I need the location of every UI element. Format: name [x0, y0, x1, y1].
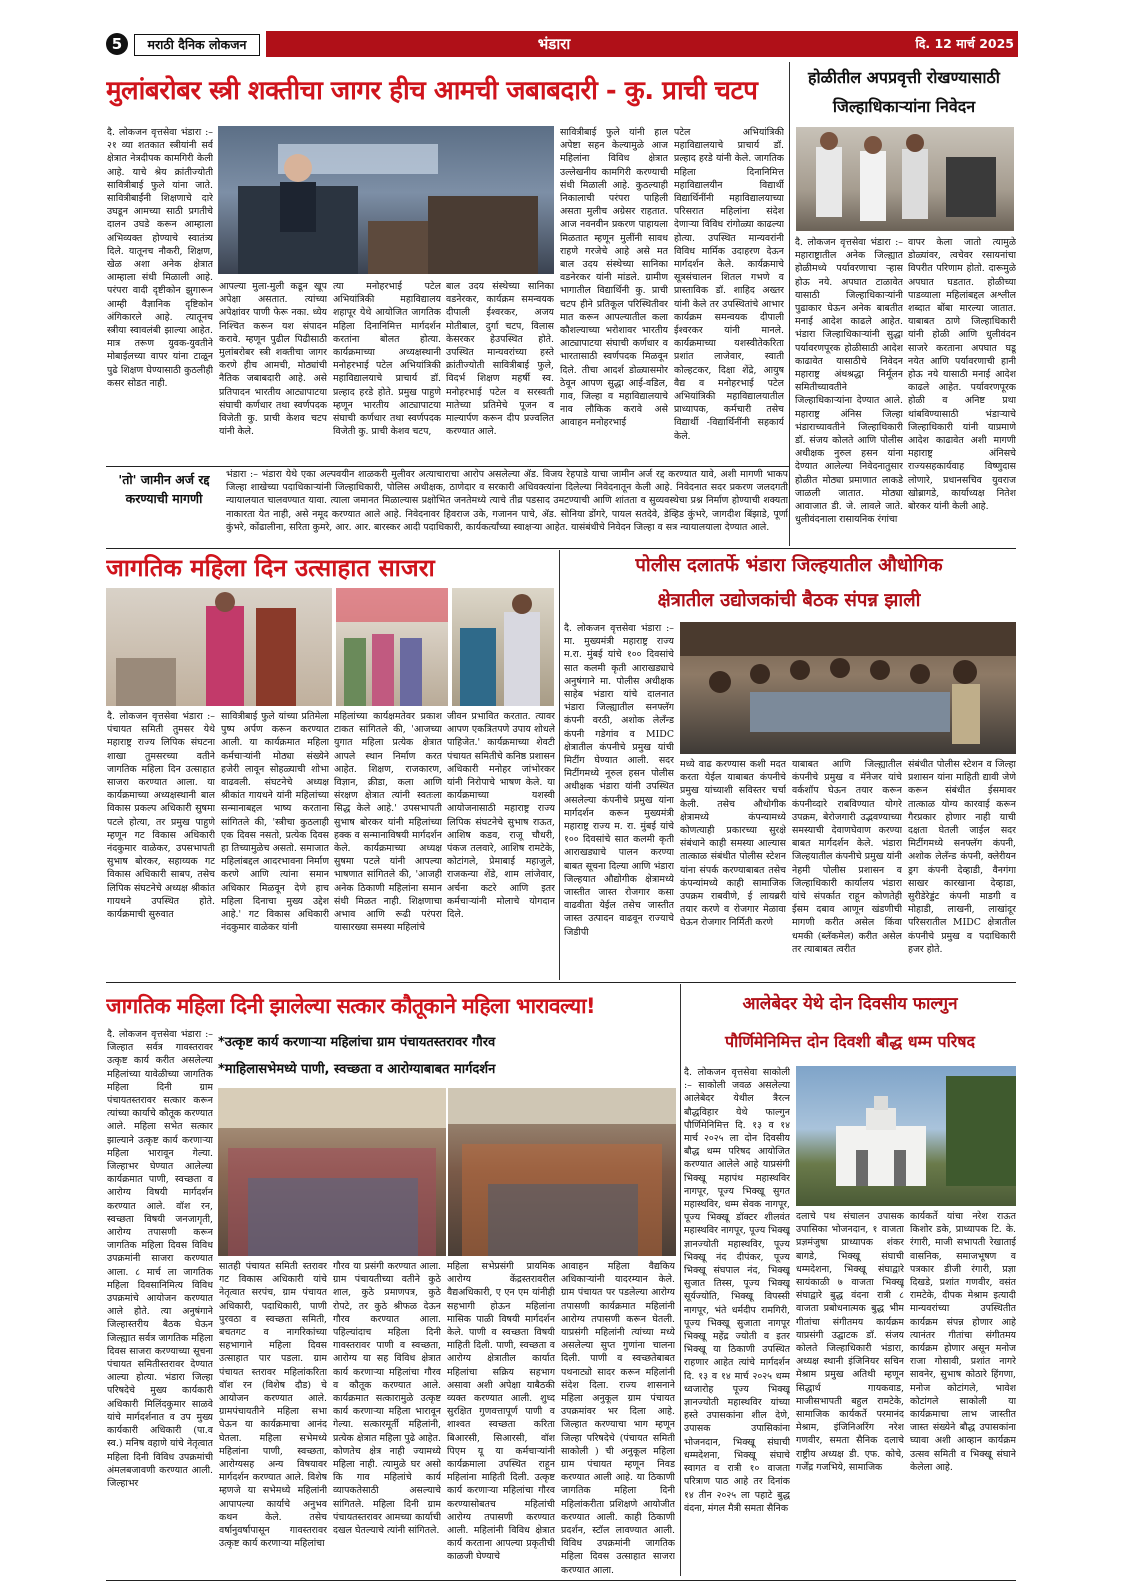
story6-headline: जागतिक महिला दिनी झालेल्या सत्कार कौतूकाने महिला भारावल्या!: [106, 994, 595, 1018]
story5-col2: मध्ये वाढ करण्यास कशी मदत करता येईल याबाबत कंपनीचे प्रमुख यांच्याशी सविस्तर चर्चा केली. तसेच औधोगीक क्षेत्रामध्ये कंपन्यामध्ये कोणत्याही प्रकारच्या सुरक्षे संबंधाने काही समस्या आल्यास तात्काळ संबंधीत पोलीस स्टेशन यांना संपर्क करण्याबाबत तसेच कंपन्यांमध्ये काही सामाजिक उपक्रम राबवीणे, ई लायब्ररी तयार करणे व रोजगार मेळावा घेऊन रोजगार निर्मिती करणे: [680, 759, 786, 929]
story2-photo-art: [796, 127, 1014, 231]
story6-col1: दै. लोकजन वृत्तसेवा भंडारा :– जिल्हात सर्वत्र गावस्तरावर उत्कृष्ट कार्य करीत असलेल्या महिलांच्या यावेळीच्या जागतिक महिला दिनी ग्राम पंचायतस्तरावर सत्कार करून त्यांच्या कार्याचे कौतूक करण्यात आले. महिला सभेत सत्कार झाल्याने उत्कृष्ट कार्य करणाऱ्या महिला भारावून गेल्या. जिल्हाभर घेण्यात आलेल्या कार्यक्रमात पाणी, स्वच्छता व आरोग्य विषयी मार्गदर्शन करण्यात आले. वॉश रन, स्वच्छता विषयी जनजागृती, आरोग्य तपासणी करून जागतिक महिला दिवस विविध उपक्रमांनी साजरा करण्यात आला. ८ मार्च ला जागतिक महिला दिवसानिमित्य विविध उपक्रमांचे आयोजन करण्यात आले होते. त्या अनुषंगाने जिल्हास्तरीय बैठक घेऊन जिल्ह्यात सर्वत्र जागतिक महिला दिवस साजरा करण्याच्या सूचना पंचायत समितीस्तरावर देण्यात आल्या होत्या. भंडारा जिल्हा परिषदेचे मुख्य कार्यकारी अधिकारी मिलिंदकुमार साळवे यांचे मार्गदर्शनात व उप मुख्य कार्यकारी अधिकारी (पा.व स्व.) मनिष वहाणे यांचे नेतृत्वात महिला दिनी विविध उपक्रमांची अंमलबजावणी करण्यात आली. जिल्हाभर: [107, 1029, 213, 1489]
story1-headline: मुलांबरोबर स्त्री शक्तीचा जागर हीच आमची जबाबदारी - कु. प्राची चटप: [106, 76, 758, 106]
issue-date: दि. 12 मार्च 2025: [915, 36, 1014, 51]
story4-photo-2-art: [336, 588, 448, 706]
story4-col1: दै. लोकजन वृत्तसेवा भंडारा :– पंचायत समिती तुमसर येथे महाराष्ट्र राज्य लिपिक संघटना शाखा तुमसरच्या वतीने जागतिक महिला दिन उत्साहात साजरा करण्यात आला. या कार्यक्रमाच्या अध्यक्षस्थानी बाल विकास प्रकल्प अधिकारी सुषमा पटले होत्या, तर प्रमुख पाहुणे म्हणून गट विकास अधिकारी नंदकुमार वाळेकर, उपसभापती सुभाष बोरकर, सहाय्यक गट विकास अधिकारी साबप, तसेच लिपिक संघटनेचे अध्यक्ष श्रीकांत गायधने उपस्थित होते. कार्यक्रमाची सुरुवात: [107, 711, 215, 921]
column-divider: [789, 62, 790, 546]
page-number: 5: [106, 33, 128, 55]
section-rule: [106, 982, 1016, 983]
story4-photo-2: [336, 588, 448, 706]
story5-headline-line1: पोलीस दलातर्फे भंडारा जिल्हयातील औधोगिक: [635, 555, 943, 576]
story2-col1: दै. लोकजन वृत्तसेवा भंडारा :– महाराष्ट्रातील अनेक जिल्ह्यात होळीमध्ये पर्यावरणाचा ऱ्हास होऊ नये. अपघात टाळावेत यासाठी जिल्हाधिकाऱ्यांनी पुढाकार घेऊन अनेक बाबतीत मनाई आदेश काढले आहेत. भंडारा जिल्हाधिकाऱ्यांनी सुद्धा पर्यावरणपूरक होळीसाठी आदेश काढावेत यासाठीचे निवेदन महाराष्ट्र अंधश्रद्धा निर्मूलन समितीच्यावतीने जिल्हाधिकाऱ्यांना देण्यात आले. महाराष्ट्र अंनिस जिल्हा भंडाराच्यावतीने जिल्हाधिकारी डॉ. संजय कोलते आणि पोलीस अधीक्षक नुरुल हसन यांना देण्यात आलेल्या निवेदनातुसार होळीत मोठ्या प्रमाणात लाकडे जाळली जातात. मोठ्या आवाजात डी. जे. लावले जाते. धुलीवंदनाला रासायनिक रंगांचा: [795, 237, 903, 526]
story6-col4: महिला सभेप्रसंगी प्रायमिक आरोग्य केंद्रस्तरावरील वैद्यअधिकारी, ए एन एम यांनीही सहभागी होऊन महिलांना मासिक पाळी विषयी मार्गदर्शन केले. पाणी व स्वच्छता विषयी माहिती दिली. पाणी, स्वच्छता व आरोग्य क्षेत्रातील कार्यात महिलांचा सक्रिय सहभाग असावा अशी अपेक्षा याबैठकी व्यक्त करण्यात आली. शुध्द सुरक्षित गुणवत्तापूर्ण पाणी व शाश्वत स्वच्छता करिता बिआरसी, सिआरसी, वॉश पिएम यू या कर्मचाऱ्यांनी कार्यक्रमाला उपस्थित राहून महिलांना माहिती दिली. उत्कृष्ट कार्य करणाऱ्या महिलांचा गौरव करण्यासोबतच महिलांची आरोग्य तपासणी करण्यात आली. महिलांनी विविध क्षेत्रात कार्य करताना आपल्या प्रकृतीची काळजी घेण्याचे: [447, 1261, 555, 1563]
column-divider: [680, 984, 681, 1576]
story1-col3: त्या मनोहरभाई पटेल अभियांत्रिकी महाविद्यालय शहापूर येथे आयोजित जागतिक महिला दिनानिमित्त मार्गदर्शन करतांना बोलत होत्या. कार्यक्रमाच्या अध्यक्षस्थानी मनोहरभाई पटेल अभियांत्रिकी महाविद्यालयाचे प्राचार्य डॉ. प्रल्हाद हरडे होते. प्रमुख पाहुणे म्हणून भारतीय आट्यापाटया संघाची कर्णधार तथा स्वर्णपदक विजेती कु. प्राची केशव चटप,: [333, 281, 441, 438]
story5-col3: याबाबत आणि जिल्ह्यातील कंपनीचे प्रमुख व मॅनेजर यांचे वर्कशॉप घेऊन तयार करून कंपनीव्दारे राबविण्यात योगरे उपक्रम, बेरोजगारी उद्भवण्याच्या समस्याची देवाणघेवाण करण्या बाबत मार्गदर्शन केले. भंडारा जिल्हयातील कंपनीचे प्रमुख यांनी नेहमी पोलीस प्रशासन व जिल्हाधिकारी कार्यालय भंडारा यांचे संपर्कात राहून कोणतेही ईसम दबाव आणून खंडणीची मागणी करीत असेल किंवा धमकी (ब्लॅकमेल) करीत असेल तर त्याबाबत त्वरीत: [792, 759, 902, 955]
story1-photo: [218, 126, 554, 274]
story6-col5: आवाहन महिला वैद्यकिय अधिकाऱ्यांनी यादरम्यान केले. ग्राम पंचायत पर पडलेल्या आरोग्य तपासणी कार्यक्रमात महिलांनी आरोग्य तपासणी करून घेतली. याप्रसंगी महिलांनी त्यांच्या मध्ये असलेल्या सुप्त गुणांना चालना दिली. पाणी व स्वच्छतेबाबत पथनाट्यो सादर करून महिलांनी संदेश दिला. राज्य शासनाने महिला अनुकूल ग्राम पंचायत उपक्रमांवर भर दिला आहे. जिल्हात करण्याचा भाग म्हणून जिल्हा परिषदेचे (पंचायत समिती साकोली ) ची अनुकूल महिला ग्राम पंचायत म्हणून निवड करण्यात आली आहे. या ठिकाणी जागतिक महिला दिनी महिलांकरीता प्रशिक्षणे आयोजीत करण्यात आली. काही ठिकाणी प्रदर्शन, स्टॉल लावण्यात आली. विविध उपक्रमांनी जागतिक महिला दिवस उत्साहात साजरा करण्यात आला.: [561, 1261, 675, 1576]
story6-col3: गौरव या प्रसंगी करण्यात आला. ग्राम पंचायतीच्या वतीने कुठे शाल, कुठे प्रमाणपत्र, कुठे रोपटे, तर कुठे श्रीफळ देऊन गौरव करण्यात आला. पहिल्यांदाच महिला दिनी गावस्तरावर पाणी व स्वच्छता, आरोग्य या सह विविध क्षेत्रात कार्य करणाऱ्या महिलांचा गौरव व कौतूक करण्यात आले. कार्यक्रमात सत्कारामुळे उत्कृष्ट कार्य करणाऱ्या महिला भारावून गेल्या. सत्कारमूर्ती महिलांनी, प्रत्येक क्षेत्रात महिला पुढे आहेत. कोणतेच क्षेत्र नाही ज्यामध्ये महिला नाही. त्यामुळे घर असो कि गाव महिलांचे कार्य व्यापकतेसाठी असल्याचे सांगितले. महिला दिनी ग्राम पंचायतस्तरावर आमच्या कार्याची दखल घेतल्याचे त्यांनी सांगितले.: [333, 1261, 441, 1537]
story5-col1: दै. लोकजन वृत्तसेवा भंडारा :– मा. मुख्यमंत्री महाराष्ट्र राज्य म.रा. मुंबई यांचे १०० दिवसांचे सात कलमी कृती आराखड्याचे अनुषंगाने मा. पोलीस अधीक्षक साहेब भंडारा यांचे दालनात भंडारा जिल्ह्यातील सनफ्लॅग कंपनी वरठी, अशोक लेलँन्ड कंपनी गडेगांव व MIDC क्षेत्रातील कंपनीचे प्रमुख यांची मिटींग घेण्यात आली. सदर मिटींगमध्ये नूरुल हसन पोलीस अधीक्षक भंडारा यांनी उपस्थित असलेल्या कंपनीचे प्रमुख यांना मार्गदर्शन करून मुख्यमंत्री महाराष्ट्र राज्य म. रा. मुंबई यांचे १०० दिवसांचे सात कलमी कृती आराखड्याचे पालन करण्या बाबत सूचना दिल्या आणि भंडारा जिल्हयात औद्योगीक क्षेत्रामध्ये जास्तीत जास्त रोजगार कसा वाढवीता येईल तसेच जास्तीत जास्त उत्पादन वाढवून राज्याचे जिडीपी: [564, 623, 674, 938]
story4-headline: जागतिक महिला दिन उत्साहात साजरा: [106, 554, 435, 582]
story3-headline: 'तो' जामीन अर्ज रद्द करण्याची मागणी: [118, 472, 210, 506]
story4-photo-3: [452, 588, 554, 706]
story7-photo-art: [796, 1066, 1016, 1206]
story5-photo-art: [680, 622, 1016, 754]
story1-col2: आपल्या मुला-मुली कडून खूप अपेक्षा असतात. त्यांच्या अपेक्षांवर पाणी फेरू नका. ध्येय निश्चित करून यश संपादन करावे. म्हणून पुढील पिढीसाठी मुलांबरोबर स्त्री शक्तीचा जागर करणे हीच आमची, मोठ्यांची नैतिक जबाबदारी आहे. असे प्रतिपादन भारतीय आट्यापाटया संघाची कर्णधार तथा स्वर्णपदक विजेती कु. प्राची केशव चटप यांनी केले.: [219, 281, 327, 438]
masthead: [104, 31, 1018, 59]
section-rule: [106, 548, 1016, 549]
story1-col6: पटेल अभियांत्रिकी महाविद्यालयाचे प्राचार्य डॉ. प्रल्हाद हरडे यांनी केले. जागतिक महिला दिनानिमित्त महाविद्यालयीन विद्यार्थी विद्यार्थिनींनी महाविद्यालयाच्या परिसरात महिलांना संदेश देणाऱ्या विविध रांगोळ्या काढल्या होत्या. उपस्थित मान्यवरांनी विविध मार्मिक उदाहरण देऊन मार्गदर्शन केले. कार्यक्रमाचे सूत्रसंचालन शितल गभणे व प्रास्ताविक डॉ. शाहिद अख्तर यांनी केले तर उपस्थितांचे आभार कार्यक्रम समन्वयक दीपाली ईश्वरकर यांनी मानले. कार्यक्रमाच्या यशस्वीतेकरिता प्रशांत लाजेवार, स्वाती कोल्हटकर, दिक्षा शेंद्रे, आयुष वैद्य व मनोहरभाई पटेल अभियांत्रिकी महाविद्यालयातील प्राध्यापक, कर्मचारी तसेच विद्यार्थी -विद्यार्थिनींनी सहकार्य केले.: [674, 127, 784, 442]
story6-sub1: *उत्कृष्ट कार्य करणाऱ्या महिलांचा ग्राम पंचायतस्तरावर गौरव: [218, 1035, 496, 1050]
section-rule: [106, 466, 789, 467]
story7-headline-line2: पौर्णिमेनिमित्त दोन दिवशी बौद्ध धम्म परिषद: [724, 1032, 975, 1051]
story4-col3: महिलांच्या कार्यक्षमतेवर प्रकाश टाकत सांगितले की, 'आजच्या युगात महिला प्रत्येक क्षेत्रात आपले स्थान निर्माण करत आहेत. शिक्षण, राजकारण, विज्ञान, क्रीडा, कला आणि संरक्षण क्षेत्रात त्यांनी स्वतःला सिद्ध केले आहे.' उपसभापती सुभाष बोरकर यांनी महिलांच्या हक्क व सन्मानाविषयी मार्गदर्शन केले. कार्यक्रमाच्या अध्यक्ष सुषमा पटले यांनी आपल्या भाषणात सांगितले की, 'आजही अनेक ठिकाणी महिलांना समान संधी मिळत नाही. शिक्षणाचा अभाव आणि रूढी परंपरा यासारख्या समस्या महिलांचे: [334, 711, 442, 934]
story5-col4: संबंधीत पोलीस स्टेशन व जिल्हा प्रशासन यांना माहिती द्यावी जेणे करून संबंधीत ईसमावर तात्काळ योग्य कारवाई करून गैरप्रकार होणार नाही याची दक्षता घेतली जाईल सदर मिटींगमध्ये सनफ्लॅग कंपनी, अशोक लेलँन्ड कंपनी, क्लेरीयन ड्रग कंपनी देव्हाडी, वैनगंगा साखर कारखाना देव्हाडा, सुरीडेरेड्डंट कंपनी माडगी व मोहाडी, लाखनी, लाखांदूर परिसरातील MIDC क्षेत्रातील कंपनीचे प्रमुख व पदाधिकारी हजर होते.: [908, 759, 1016, 955]
column-divider: [559, 550, 560, 980]
story1-col1: दै. लोकजन वृत्तसेवा भंडारा :– २१ व्या शतकात स्त्रीयांनी सर्व क्षेत्रात नेत्रदीपक कामगिरी केली आहे. याचे श्रेय क्रांतीज्योती सावित्रीबाई फुले यांना जाते. सावित्रीबाईंनी शिक्षणाचे दारे उघडून आमच्या साठी प्रगतीचे दालन उघडे करून आम्हाला अभिव्यक्त होण्याचे स्वातंत्र्य दिले. यातूनच नौकरी, शिक्षण, खेळ अशा अनेक क्षेत्रात आम्हाला संधी मिळाली आहे. परंपरा वादी दृष्टीकोन झुगारून आम्ही वैज्ञानिक दृष्टिकोन अंगिकारले आहे. त्यातूनच स्त्रीया स्वावलंबी झाल्या आहेत. मात्र तरूण युवक-युवतीने मोबाईलच्या वापर यांना टाळून पुढे शिक्षण घेण्यासाठी कुठलीही कसर सोडत नाही.: [107, 127, 213, 389]
story7-col3: कार्यकर्ते यांचा नरेश राऊत किशोर डके, प्राध्यापक टि. के. रंगारी, माजी सभापती रेखाताई वासनिक, समाजभूषण व पत्रकार डीजी रंगारी, प्रज्ञा दिखडे, प्रशांत गणवीर, वसंत रामटेके, दीपक मेश्राम इत्यादी मान्यवरांच्या उपस्थितीत कार्यक्रम संपन्न होणार आहे त्यानंतर गीतांचा संगीतमय कार्यक्रम होणार असून मनोज राजा गोसावी, प्रशांत नागरे सावनेर, सुभाष कोठारे हिंगणा, मनोज कोटांगले, भावेश कोटांगले साकोली या कार्यक्रमाचा लाभ जास्तीत जास्त संख्येने बौद्ध उपासकांना घ्यावा अशी आव्हान कार्यक्रम उत्सव समिती व भिक्खू संघाने केलेला आहे.: [910, 1211, 1016, 1473]
story2-photo: [796, 127, 1014, 231]
story7-col2: दलाचे पथ संचालन उपासक उपासिका भोजनदान, १ वाजता प्रज्ञमंजुषा प्राध्यापक शंकर बागडे, भिक्खू संघाची धम्मदेशना, भिक्खू संघाद्वारे सायंकाळी ७ वाजता भिक्खू संघाद्वारे बुद्ध वंदना रात्री ८ वाजता प्रबोधनात्मक बुद्ध भीम गीतांचा संगीतमय कार्यक्रम याप्रसंगी उद्घाटक डॉ. संजय कोलते जिल्हाधिकारी भंडारा, अध्यक्ष स्थानी इंजिनियर सचिन मेश्राम प्रमुख अतिथी म्हणून सिद्धार्थ गायकवाड, माजीसभापती बहुल रामटेके, सामाजिक कार्यकर्ते परमानंद मेश्राम, इंजिनिअरिंग नरेश गणवीर, समता सैनिक दलाचे राष्ट्रीय अध्यक्ष डी. एफ. कोचे, गर्जेंद्र गजभिये, सामाजिक: [796, 1211, 904, 1473]
story2-headline-line2: जिल्हाधिकाऱ्यांना निवेदन: [832, 97, 976, 116]
story4-photo-1: [106, 588, 332, 706]
section-title: भंडारा: [537, 35, 571, 53]
story5-headline-line2: क्षेत्रातील उद्योजकांची बैठक संपन्न झाली: [657, 590, 921, 611]
story6-photo-1: [218, 1088, 446, 1256]
story6-photo-2-art: [448, 1088, 676, 1256]
story2-col2: वापर केला जातो त्यामुळे डोळ्यांवर, त्वचेवर रसायनांचा विपरीत परिणाम होतो. दारूमुळे अपघात घडतात. होळीच्या पाडव्याला महिलांबद्दल अश्लील शब्दात बोंबा मारल्या जातात. याबाबत ठाणे जिल्हाधिकारी यांनी होळी आणि धुलीवंदन साजरे करताना अपघात घडू नयेत आणि पर्यावरणाची हानी होऊ नये यासाठी मनाई आदेश काढले आहेत. पर्यावरणपूरक होळी व अनिष्ट प्रथा थांबविण्यासाठी भंडाऱ्याचे जिल्हाधिकारी यांनी याप्रमाणे आदेश काढावेत अशी मागणी महाराष्ट्र अंनिसचे राज्यसहकार्यवाह विष्णुदास लोणारे, प्रधानसचिव युवराज खोब्रागडे, कार्याध्यक्ष नितेश बोरकर यांनी केली आहे.: [908, 237, 1016, 513]
story1-col4: बाल उदय संस्थेच्या सानिका वडनेरकर, कार्यक्रम समन्वयक दीपाली ईश्वरकर, अजय मोतीबाल, दुर्गा चटप, विलास केसरकर हेउपस्थित होते. उपस्थित मान्यवरांच्या हस्ते क्रांतीज्योती सावित्रीबाई फुले, विदर्भ शिक्षण महर्षी स्व. मनोहरभाई पटेल व सरस्वती मातेच्या प्रतिमेचे पूजन व माल्यार्पण करून दीप प्रज्वलित करण्यात आले.: [446, 281, 554, 438]
story4-photo-1-art: [106, 588, 332, 706]
story5-photo: [680, 622, 1016, 754]
story7-col1: दै. लोकजन वृत्तसेवा साकोली :– साकोली जवळ असलेल्या आलेबेदर येथील त्रैरत्न बौद्धविहार येथे फाल्गुन पौर्णिमेनिमित्त दि. १३ व १४ मार्च २०२५ ला दोन दिवसीय बौद्ध धम्म परिषद आयोजित करण्यात आलेले आहे याप्रसंगी भिक्खू महापंथ महास्थविर नागपूर, पूज्य भिक्खू सुगत महास्थविर, धम्म सेवक नागपूर, पूज्य भिक्खू डॉक्टर शीलवंत महास्थविर नागपूर, पूज्य भिक्खू ज्ञानज्योती महास्थविर, पूज्य भिक्खू नंद दीपंकर, पूज्य भिक्खू संघपाल नंद, भिक्खू सुजात तिस्स, पूज्य भिक्खू सूर्यज्योति, भिक्खू विपस्सी नागपूर, भंते धर्मदीप रामगिरी, पूज्य भिक्खू सुजाता नागपूर भिक्खू महेंद्र ज्योती व इतर भिक्खू या ठिकाणी उपस्थित राहणार आहेत त्यांचे मार्गदर्शन दि. १३ व १४ मार्च २०२५ धम्म ध्वजारोह पूज्य भिक्खू ज्ञानज्योती महास्थविर यांच्या हस्ते उपासकांना शील देणे, उपासक उपासिकांना भोजनदान, भिक्खू संघाची धम्मदेशना, भिक्खू संघाचे स्वागत व रात्री १० वाजता परित्राण पाठ आहे तर दिनांक १४ तीन २०२५ ला पहाटे बुद्ध वंदना, मंगल मैत्री समता सैनिक: [684, 1067, 790, 1514]
story6-sub2: *माहिलासभेमध्ये पाणी, स्वच्छता व आरोग्याबाबत मार्गदर्शन: [218, 1062, 496, 1077]
story4-col2: सावित्रीबाई फुले यांच्या प्रतिमेला पुष्प अर्पण करून करण्यात आली. या कार्यक्रमात महिला कर्मचाऱ्यांनी मोठ्या संख्येने हजेरी लावून सोहळ्याची शोभा वाढवली. संघटनेचे अध्यक्ष श्रीकांत गायधने यांनी महिलांच्या सन्मानाबद्दल भाष्य करताना सांगितले की, 'स्त्रीचा कुठलाही एक दिवस नसतो, प्रत्येक दिवस हा तिच्यामुळेच असतो. समाजात महिलांबद्दल आदरभावना निर्माण करणे आणि त्यांना समान अधिकार मिळवून देणे हाच महिला दिनाचा मुख्य उद्देश आहे.' गट विकास अधिकारी नंदकुमार वाळेकर यांनी: [221, 711, 329, 934]
story7-headline-line1: आलेबेदर येथे दोन दिवसीय फाल्गुन: [742, 994, 958, 1014]
page-bottom-rule: [106, 1580, 1016, 1581]
story2-headline-line1: होळीतील अपप्रवृत्ती रोखण्यासाठी: [808, 68, 1000, 87]
story1-col5: सावित्रीबाई फुले यांनी हाल अपेष्टा सहन केल्यामुळे आज महिलांना विविध क्षेत्रात उल्लेखनीय कामगिरी करण्याची संधी मिळाली आहे. कुठल्याही निकालाची परंपरा पाहिली असता मुलीच अग्रेसर राहतात. आज नवनवीन प्रकरण पाहायला मिळतात म्हणून मुलींनी सावध राहणे गरजेचे आहे असे मत बाल उदय संस्थेच्या सानिका वडनेरकर यांनी मांडले. ग्रामीण भागातील विद्यार्थिनी कु. प्राची चटप हीने प्रतिकूल परिस्थितीवर मात करून आपल्यातील कला कौशल्याच्या भरोशावर भारतीय आट्यापाटया संघाची कर्णधार व भारतासाठी स्वर्णपदक मिळवून दिले. तीचा आदर्श डोळ्यासमोर ठेवून आपण सुद्धा आई-वडिल, गाव, जिल्हा व महाविद्यालयाचे नाव लौकिक करावे असे आवाहन मनोहरभाई: [560, 127, 668, 429]
story3-body: भंडारा :– भंडारा येथे एका अल्पवयीन शाळकरी मुलीवर अत्याचाराचा आरोप असलेल्या ॲड. विजय रेहपाडे याचा जामीन अर्ज रद्द करण्यात यावे, अशी मागणी भाकप जिल्हा शाखेच्या पदाधिकाऱ्यांनी जिल्हाधिकारी, पोलिस अधीक्षक, ठाणेदार व सरकारी अधिवक्त्यांना दिलेल्या निवेदनातून केली आहे. निवेदनात सदर प्रकरण जलदगती न्यायालयात चालवण्यात यावा. त्याला जमानत मिळाल्यास प्रक्षोभित जनतेमध्ये त्याचे तीव्र पडसाद उमटण्याची आणि शांतता व सुव्यवस्थेचा प्रश्न निर्माण होण्याची शक्यता नाकारता येत नाही, असे नमूद करण्यात आले आहे. निवेदनावर हिवराज उके, गजानन पाचे, ॲड. सोनिया डोंगरे, पायल सतदेवे, डेव्हिड कुंभरे, जागदीश बिंझाडे, पूर्णा कुंभरे, कोंढालीना, सरिता कुमरे, आर. आर. बारस्कर आदी पदाधिकारी, कार्यकर्त्यांच्या स्वाक्षऱ्या आहेत. यासंबंधीचे निवेदन जिल्हा व सत्र न्यायालयाला देण्यात आले.: [226, 469, 788, 533]
paper-name: मराठी दैनिक लोकजन: [134, 34, 260, 56]
story4-col4: जीवन प्रभावित करतात. त्यावर आपण एकत्रितपणे उपाय शोधले पाहिजेत.' कार्यक्रमाच्या शेवटी पंचायत समितीचे कनिष्ठ प्रशासन अधिकारी मनोहर जांभोरकर यांनी निरोपाचे भाषण केले. या कार्यक्रमाच्या यशस्वी आयोजनासाठी महाराष्ट्र राज्य लिपिक संघटनेचे सुभाष राऊत, आशिष कडव, राजू चौधरी, पंकज तलवारे, आशिष रामटेके, कोटांगले, प्रेमाबाई महाजुले, राजकन्या शेंडे, शाम लांजेवार, अर्चना कटरे आणि इतर कर्मचाऱ्यांनी मोलाचे योगदान दिले.: [447, 711, 555, 921]
story6-col2: सातही पंचायत समिती स्तरावर गट विकास अधिकारी यांचे नेतृत्वात सरपंच, ग्राम पंचायत अधिकारी, पदाधिकारी, पाणी पुरवठा व स्वच्छता समिती, बचतगट व नागरिकांच्या सहभागाने महिला दिवस उत्साहात पार पडला. ग्राम पंचायत स्तरावर महिलांकरिता वॉश रन (विशेष दौड) चे आयोजन करण्यात आले. ग्रामपंचायतीने महिला सभा घेऊन या कार्यक्रमाचा आनंद घेतला. महिला सभेमध्ये महिलांना पाणी, स्वच्छता, आरोग्यसह अन्य विषयावर मार्गदर्शन करण्यात आले. विशेष म्हणजे या सभेमध्ये महिलांनी आपापल्या कार्याचे अनुभव कथन केले. तसेच वर्षानुवर्षापासून गावस्तरावर उत्कृष्ट कार्य करणाऱ्या महिलांचा: [219, 1261, 327, 1550]
story6-photo-2: [448, 1088, 676, 1256]
story7-photo: [796, 1066, 1016, 1206]
story4-photo-3-art: [452, 588, 554, 706]
story1-photo-art: [218, 126, 554, 274]
story6-photo-1-art: [218, 1088, 446, 1256]
